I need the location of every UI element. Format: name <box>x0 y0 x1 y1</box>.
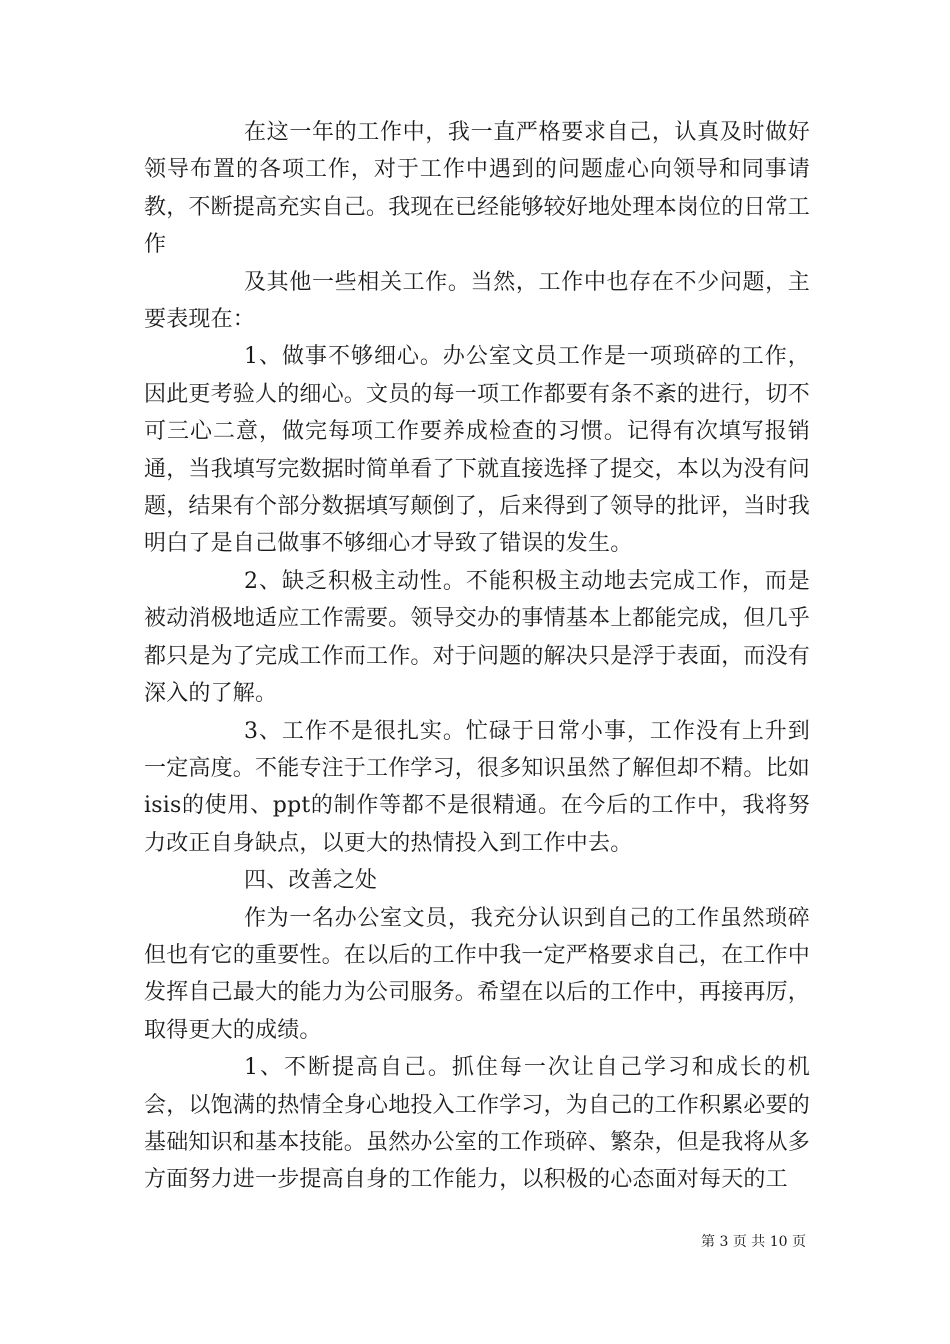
paragraph-problem-1: 1、做事不够细心。办公室文员工作是一项琐碎的工作，因此更考验人的细心。文员的每一项工作都要有条不紊的进行，切不可三心二意，做完每项工作要养成检查的习惯。记得有次填写报销通，当我填写完数据时简单看了下就直接选择了提交，本以为没有问题，结果有个部分数据填写颠倒了，后来得到了领导的批评，当时我明白了是自己做事不够细心才导致了错误的发生。 <box>144 344 811 557</box>
document-body <box>144 114 810 1199</box>
paragraph-work-summary: 在这一年的工作中，我一直严格要求自己，认真及时做好领导布置的各项工作，对于工作中遇到的问题虚心向领导和同事请教，不断提高充实自己。我现在已经能够较好地处理本岗位的日常工作 <box>144 120 811 258</box>
paragraph-problem-2: 2、缺乏积极主动性。不能积极主动地去完成工作，而是被动消极地适应工作需要。领导交办的事情基本上都能完成，但几乎都只是为了完成工作而工作。对于问题的解决只是浮于表面，而没有深入的了解。 <box>144 568 811 707</box>
paragraph-improvements-intro: 作为一名办公室文员，我充分认识到自己的工作虽然琐碎但也有它的重要性。在以后的工作中我一定严格要求自己，在工作中发挥自己最大的能力为公司服务。希望在以后的工作中，再接再厉，取得更大的成绩。 <box>144 905 811 1043</box>
section-heading-improvements: 四、改善之处 <box>244 868 378 894</box>
paragraph-problems-intro: 及其他一些相关工作。当然，工作中也存在不少问题，主要表现在： <box>144 269 810 333</box>
paragraph-improvement-1: 1、不断提高自己。抓住每一次让自己学习和成长的机会，以饱满的热情全身心地投入工作学习，为自己的工作积累必要的基础知识和基本技能。虽然办公室的工作琐碎、繁杂，但是我将从多方面努力进一步提高自身的工作能力，以积极的心态面对每天的工 <box>144 1055 811 1193</box>
page-number-footer: 第 3 页 共 10 页 <box>701 1234 806 1250</box>
paragraph-problem-3: 3、工作不是很扎实。忙碌于日常小事，工作没有上升到一定高度。不能专注于工作学习，很多知识虽然了解但却不精。比如isis的使用、ppt的制作等都不是很精通。在今后的工作中，我将努力改正自身缺点，以更大的热情投入到工作中去。 <box>144 718 811 856</box>
